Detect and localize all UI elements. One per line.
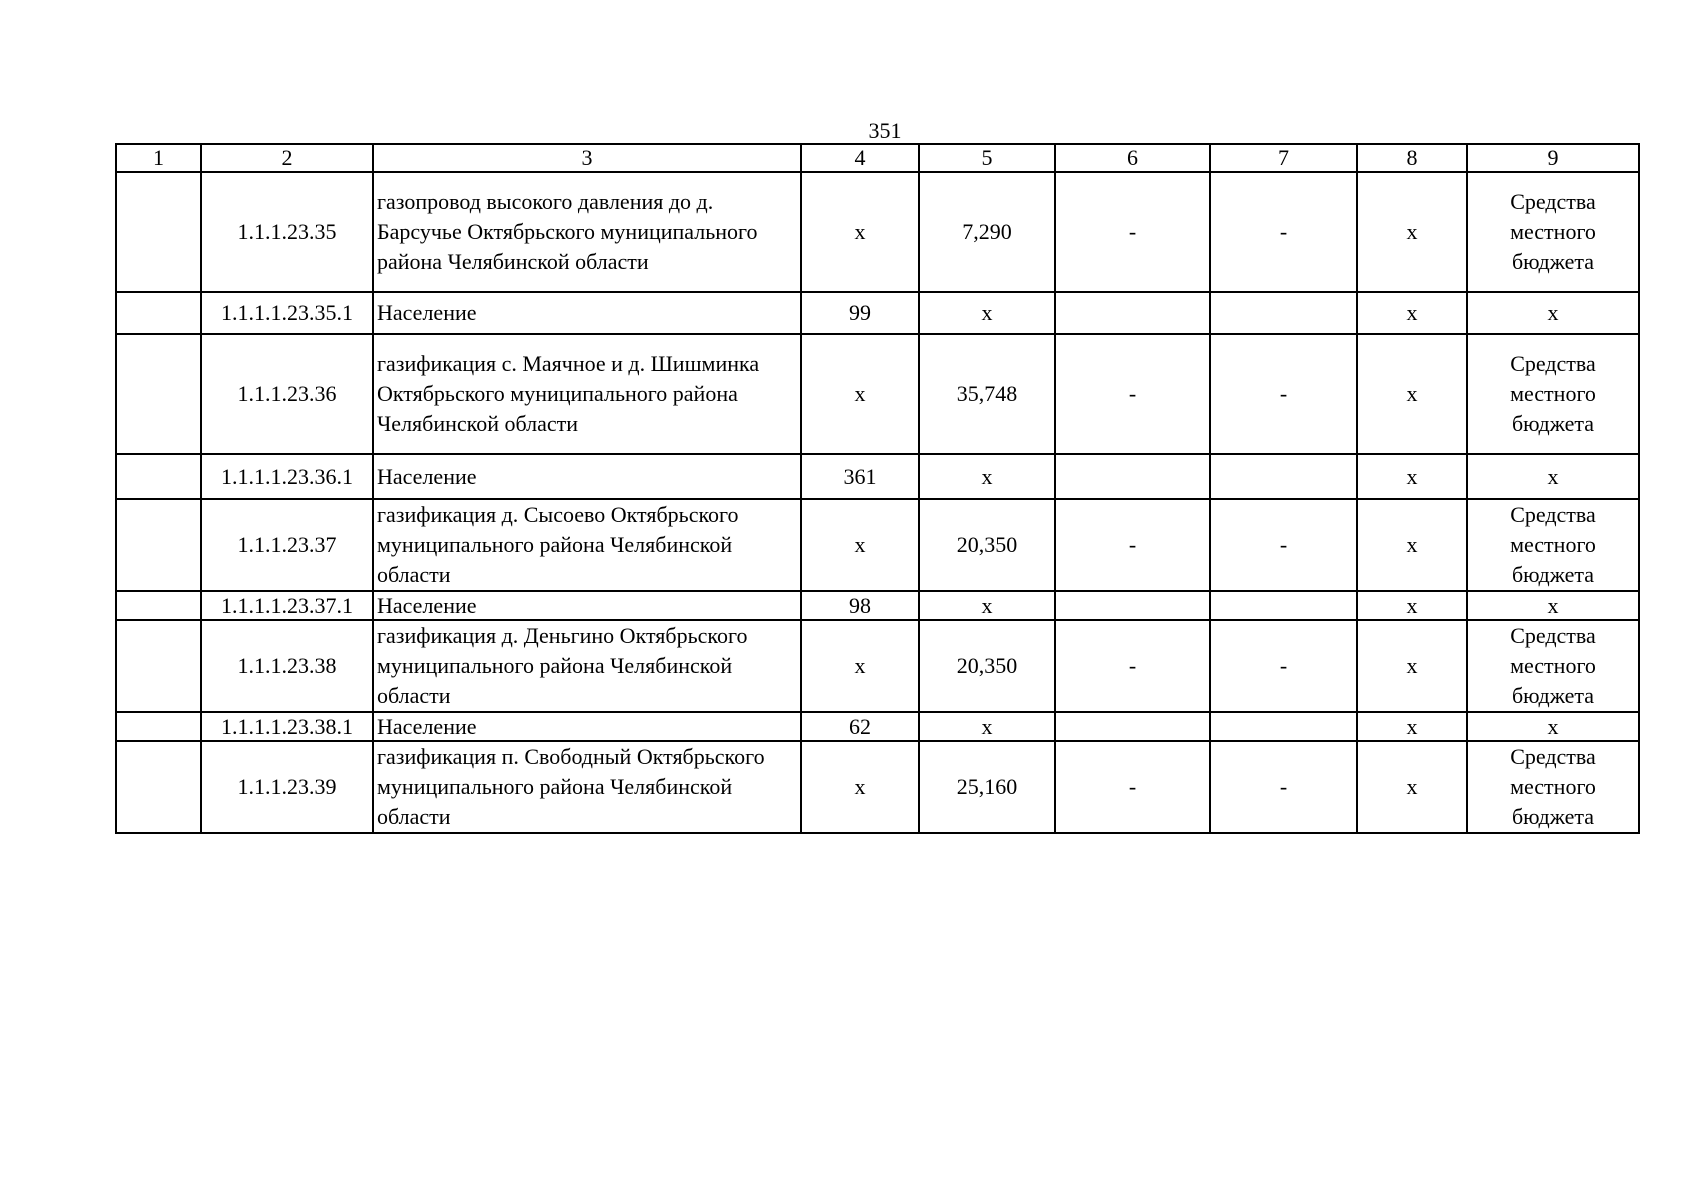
table-cell-description: газификация п. Свободный Октябрьского муниципального района Челябинской области (373, 741, 801, 833)
table-cell: - (1055, 620, 1210, 712)
table-cell: 361 (801, 454, 919, 499)
table-cell: х (1357, 454, 1467, 499)
table-cell (116, 712, 201, 741)
table-cell-code: 1.1.1.1.23.38.1 (201, 712, 373, 741)
column-header: 6 (1055, 144, 1210, 172)
table-cell: х (801, 334, 919, 454)
table-cell-code: 1.1.1.23.35 (201, 172, 373, 292)
column-header: 8 (1357, 144, 1467, 172)
table-cell-amount: 20,350 (919, 620, 1055, 712)
table-cell: х (1357, 620, 1467, 712)
table-cell-code: 1.1.1.23.37 (201, 499, 373, 591)
table-cell (1055, 712, 1210, 741)
column-header: 4 (801, 144, 919, 172)
table-cell-source: х (1467, 454, 1639, 499)
table-cell (1210, 591, 1357, 620)
table-cell-source: Средства местного бюджета (1467, 172, 1639, 292)
table-cell (1055, 454, 1210, 499)
table-cell-amount: х (919, 454, 1055, 499)
table-row (116, 292, 1639, 334)
table-cell-description: газопровод высокого давления до д. Барсучье Октябрьского муниципального района Челябинской области (373, 172, 801, 292)
table-row (116, 620, 1639, 712)
table-header-row (116, 144, 1639, 172)
table-cell-code: 1.1.1.23.39 (201, 741, 373, 833)
column-header: 9 (1467, 144, 1639, 172)
table-cell-description: Население (373, 454, 801, 499)
table-cell-source: х (1467, 292, 1639, 334)
table-cell: х (1357, 499, 1467, 591)
table-row (116, 172, 1639, 292)
table-cell-source: Средства местного бюджета (1467, 741, 1639, 833)
table-cell: 62 (801, 712, 919, 741)
table-cell-description: Население (373, 591, 801, 620)
table-cell: - (1055, 172, 1210, 292)
table-cell (1210, 454, 1357, 499)
table-cell-amount: 25,160 (919, 741, 1055, 833)
table-cell: - (1055, 334, 1210, 454)
table-cell: - (1210, 499, 1357, 591)
table-cell-code: 1.1.1.1.23.37.1 (201, 591, 373, 620)
table-cell (116, 172, 201, 292)
budget-table (115, 143, 1640, 834)
column-header: 2 (201, 144, 373, 172)
table-cell-code: 1.1.1.23.38 (201, 620, 373, 712)
table-cell-amount: 35,748 (919, 334, 1055, 454)
table-cell: х (1357, 292, 1467, 334)
table-cell: - (1210, 741, 1357, 833)
table-cell (1055, 591, 1210, 620)
table-cell (116, 292, 201, 334)
table-cell-description: Население (373, 292, 801, 334)
table-cell: - (1210, 172, 1357, 292)
column-header: 7 (1210, 144, 1357, 172)
table-cell (116, 591, 201, 620)
table-row (116, 712, 1639, 741)
table-cell: - (1055, 741, 1210, 833)
table-cell-description: газификация д. Сысоево Октябрьского муниципального района Челябинской области (373, 499, 801, 591)
table-cell-description: газификация д. Деньгино Октябрьского муниципального района Челябинской области (373, 620, 801, 712)
table-cell-amount: 20,350 (919, 499, 1055, 591)
table-cell: х (1357, 172, 1467, 292)
table-cell-code: 1.1.1.1.23.35.1 (201, 292, 373, 334)
table-cell: х (801, 741, 919, 833)
table-cell (1210, 712, 1357, 741)
table-cell-description: газификация с. Маячное и д. Шишминка Октябрьского муниципального района Челябинской области (373, 334, 801, 454)
table-cell-code: 1.1.1.1.23.36.1 (201, 454, 373, 499)
table-row (116, 591, 1639, 620)
table-cell (116, 499, 201, 591)
table-cell (116, 334, 201, 454)
table-cell: - (1210, 334, 1357, 454)
page-number: 351 (868, 118, 902, 143)
column-header: 3 (373, 144, 801, 172)
table-cell: х (1357, 741, 1467, 833)
table-row (116, 334, 1639, 454)
table-cell-source: Средства местного бюджета (1467, 499, 1639, 591)
table-cell: х (1357, 334, 1467, 454)
table-cell-source: х (1467, 712, 1639, 741)
table-cell (116, 620, 201, 712)
table-cell-source: Средства местного бюджета (1467, 334, 1639, 454)
table-cell: х (801, 172, 919, 292)
table-row (116, 499, 1639, 591)
column-header: 1 (116, 144, 201, 172)
table-cell: - (1055, 499, 1210, 591)
table-cell (1055, 292, 1210, 334)
table-cell-code: 1.1.1.23.36 (201, 334, 373, 454)
table-cell: х (801, 499, 919, 591)
table-cell: 99 (801, 292, 919, 334)
table-row (116, 741, 1639, 833)
table-cell-description: Население (373, 712, 801, 741)
table-cell (116, 454, 201, 499)
table-cell-amount: х (919, 292, 1055, 334)
table-cell (1210, 292, 1357, 334)
table-cell-amount: х (919, 591, 1055, 620)
table-cell: - (1210, 620, 1357, 712)
table-cell-amount: х (919, 712, 1055, 741)
table-cell: 98 (801, 591, 919, 620)
table-row (116, 454, 1639, 499)
table-cell: х (1357, 712, 1467, 741)
table-cell-source: х (1467, 591, 1639, 620)
table-cell: х (801, 620, 919, 712)
table-cell-source: Средства местного бюджета (1467, 620, 1639, 712)
table-cell (116, 741, 201, 833)
table-cell-amount: 7,290 (919, 172, 1055, 292)
column-header: 5 (919, 144, 1055, 172)
table-cell: х (1357, 591, 1467, 620)
